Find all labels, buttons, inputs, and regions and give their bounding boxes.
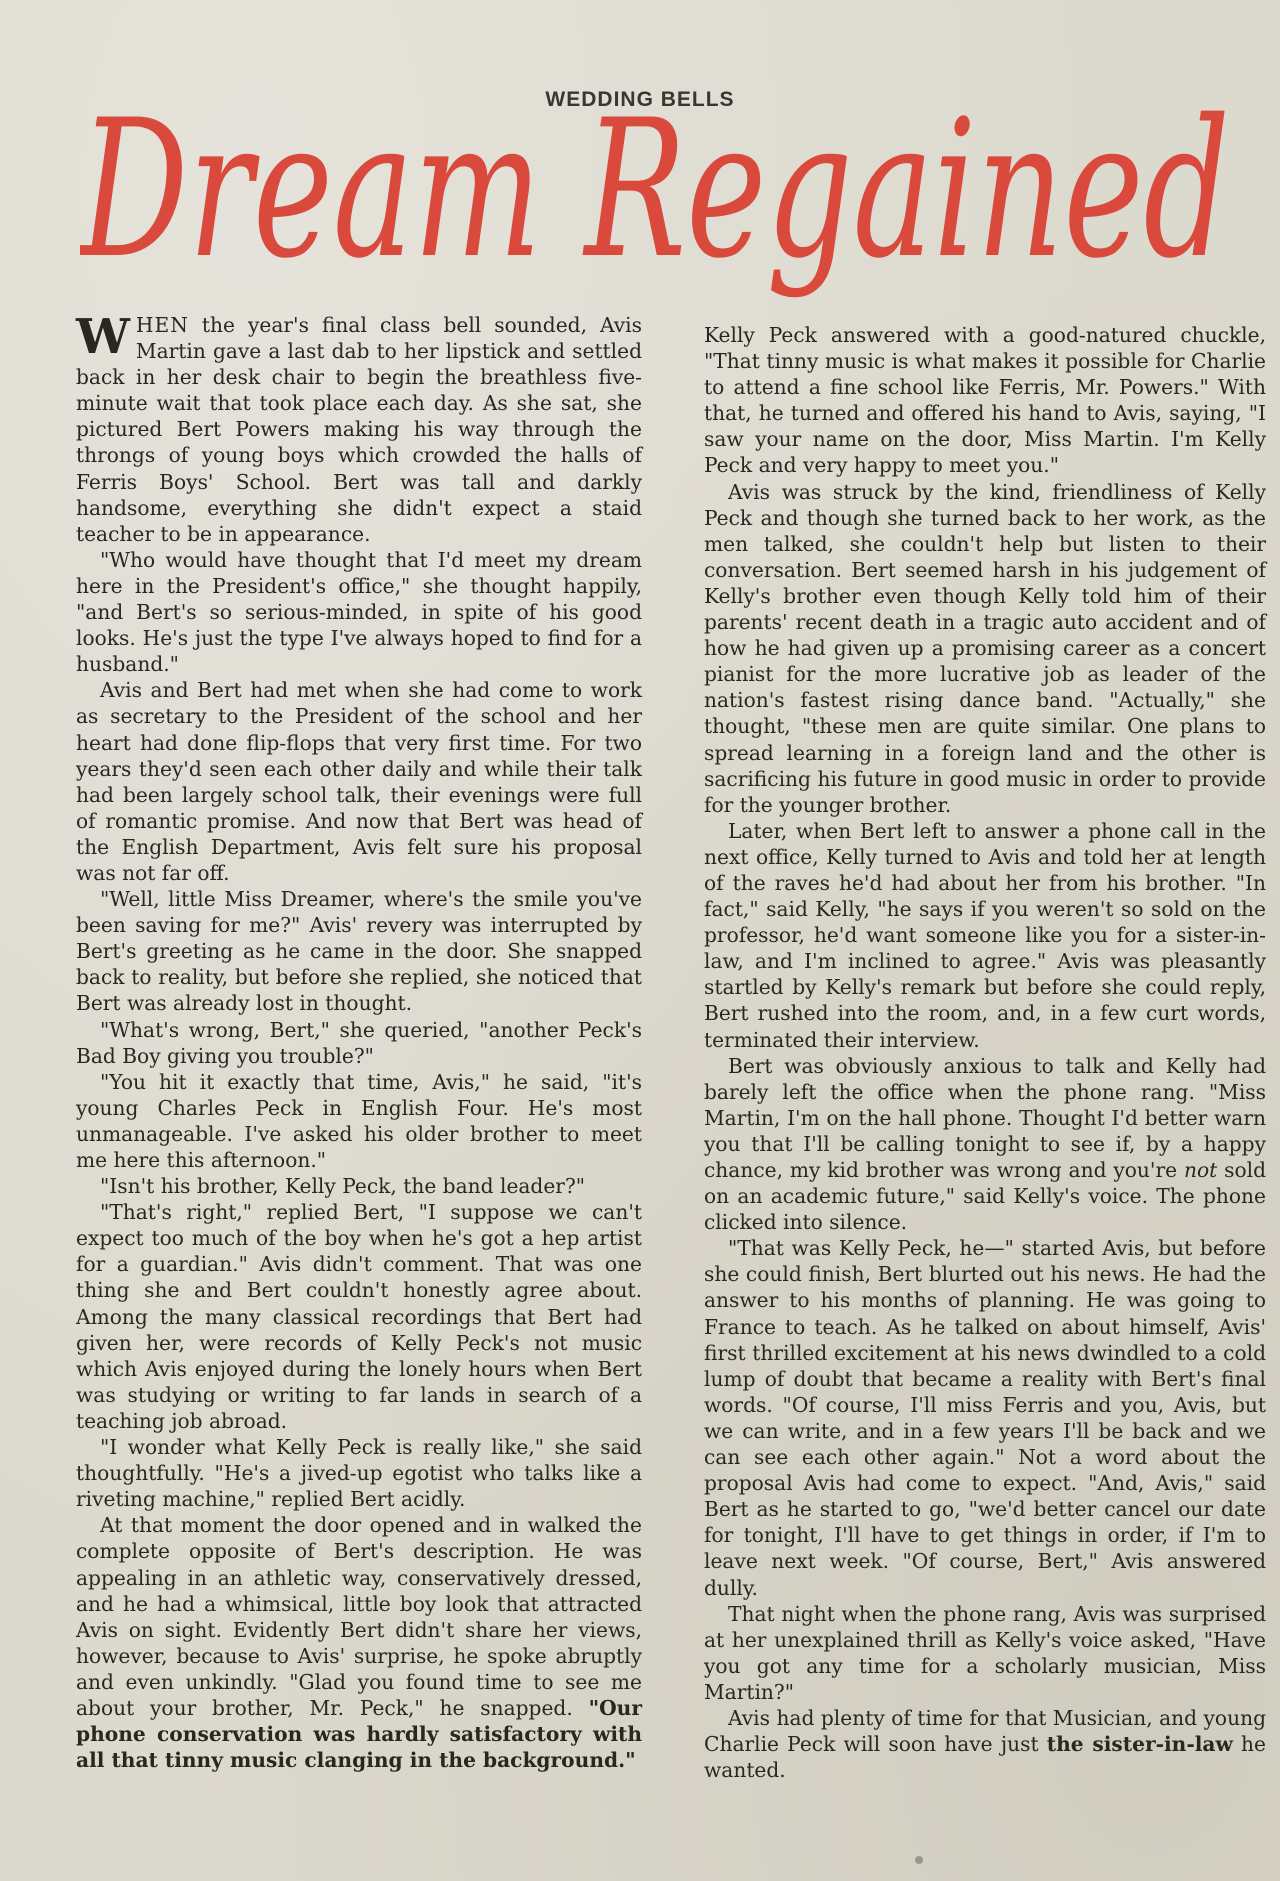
bold-text: the sister-in-law xyxy=(1046,1732,1233,1757)
running-head: WEDDING BELLS xyxy=(545,88,735,111)
lead-in: HEN xyxy=(135,313,189,337)
paragraph: "Isn't his brother, Kelly Peck, the band leader?" xyxy=(100,1174,586,1199)
paragraph: "Who would have thought that I'd meet my dream here in the President's office," she thought happily, "and Bert's so serious-minded, in spite of his good looks. He's just the type I've always hoped to find for a husband." xyxy=(76,547,642,677)
paragraph-text: At that moment the door opened and in walked the complete opposite of Bert's description. He was appealing in an athletic way, conservatively dressed, and he had a whimsical, little boy look that attracted Avis on sight. Evidently Bert didn't share her views, however, because to Avis' surprise, he spoke abruptly and even unkindly. "Glad you found time to see me about your brother, Mr. Peck," he snapped. xyxy=(76,1513,642,1720)
paragraph xyxy=(704,1053,1266,1236)
paragraph: That night when the phone rang, Avis was surprised at her unexplained thrill as Kelly's voice asked, "Have you got any time for a scholarly musician, Miss Martin?" xyxy=(704,1601,1266,1704)
page-mark xyxy=(915,1856,923,1864)
italic-text: not xyxy=(1183,1158,1218,1182)
paragraph: "I wonder what Kelly Peck is really like," she said thoughtfully. "He's a jived-up egotist who talks like a riveting machine," replied Bert acidly. xyxy=(76,1435,642,1512)
paragraph: Kelly Peck answered with a good-natured chuckle, "That tinny music is what makes it possible for Charlie to attend a fine school like Ferris, Mr. Powers." With that, he turned and offered his hand to Avis, saying, "I saw your name on the door, Miss Martin. I'm Kelly Peck and very happy to meet you." xyxy=(704,323,1266,478)
paragraph: "You hit it exactly that time, Avis," he said, "it's young Charles Peck in English Four. He's most unmanageable. I've asked his older brother to meet me here this afternoon." xyxy=(76,1069,642,1172)
left-column xyxy=(76,309,642,1773)
story-title xyxy=(80,100,1250,310)
paragraph-text: Bert was obviously anxious to talk and Kelly had barely left the office when the phone rang. "Miss Martin, I'm on the hall phone. Thought I'd better warn you that I'll be calling tonight to see if, by a happy chance, my kid brother was wrong and you're xyxy=(704,1053,1266,1182)
bold-text: "Our phone conservation was hardly satisfactory with all that tinny music clanging in the background." xyxy=(76,1695,642,1773)
paragraph: "Well, little Miss Dreamer, where's the smile you've been saving for me?" Avis' revery was interrupted by Bert's greeting as he came in the door. She snapped back to reality, but before she replied, she noticed that Bert was already lost in thought. xyxy=(76,887,642,1016)
paragraph: "That was Kelly Peck, he—" started Avis, but before she could finish, Bert blurted out his news. He had the answer to his months of planning. He was going to France to teach. As he talked on about himself, Avis' first thrilled excitement at his news dwindled to a cold lump of doubt that became a reality with Bert's final words. "Of course, I'll miss Ferris and you, Avis, but we can write, and in a few years I'll be back and we can see each other again." Not a word about the proposal Avis had come to expect. "And, Avis," said Bert as he started to go, "we'd better cancel our date for tonight, I'll have to get things in order, if I'm to leave next week. "Of course, Bert," Avis answered dully. xyxy=(704,1236,1266,1600)
paragraph: Later, when Bert left to answer a phone call in the next office, Kelly turned to Avis and told her at length of the raves he'd had about her from his brother. "In fact," said Kelly, "he says if you weren't so sold on the professor, he'd want someone like you for a sister-in-law, and I'm inclined to agree." Avis was pleasantly startled by Kelly's remark but before she could reply, Bert rushed into the room, and, in a few curt words, terminated their interview. xyxy=(704,818,1266,1052)
story-title-art xyxy=(80,100,1250,310)
paragraph: Avis was struck by the kind, friendliness of Kelly Peck and though she turned back to her work, as the men talked, she couldn't help but listen to their conversation. Bert seemed harsh in his judgement of Kelly's brother even though Kelly told him of their parents' recent death in a tragic auto accident and of how he had given up a promising career as a concert pianist for the more lucrative job as leader of the nation's fastest rising dance band. "Actually," she thought, "these men are quite similar. One plans to spread learning in a foreign land and the other is sacrificing his future in good music in order to provide for the younger brother. xyxy=(704,479,1266,817)
story-title-text: Dream Regained xyxy=(80,100,1231,300)
paragraph-text: the year's final class bell sounded, Avis Martin gave a last dab to her lipstick and settled back in her desk chair to begin the breathless five-minute wait that took place each day. As she sat, she pictured Bert Powers making his way through the throngs of young boys which crowded the halls of Ferris Boys' School. Bert was tall and darkly handsome, everything she didn't expect a staid teacher to be in appearance. xyxy=(76,313,642,546)
paragraph: "That's right," replied Bert, "I suppose we can't expect too much of the boy when he's got a hep artist for a guardian." Avis didn't comment. That was one thing she and Bert couldn't honestly agree about. Among the many classical recordings that Bert had given her, were records of Kelly Peck's not music which Avis enjoyed during the lonely hours when Bert was studying or writing to far lands in search of a teaching job abroad. xyxy=(76,1200,642,1433)
paragraph-text: sold on an academic future," said Kelly's voice. The phone clicked into silence. xyxy=(704,1158,1266,1235)
paragraph-text: he wanted. xyxy=(704,1732,1266,1783)
paragraph xyxy=(76,309,642,547)
drop-cap: W xyxy=(76,309,130,365)
paragraph xyxy=(76,1512,642,1773)
paragraph: "What's wrong, Bert," she queried, "another Peck's Bad Boy giving you trouble?" xyxy=(76,1017,642,1068)
paragraph-text: Avis had plenty of time for that Musician, and young Charlie Peck will soon have just xyxy=(704,1705,1266,1757)
paragraph xyxy=(704,1705,1266,1783)
paragraph: Avis and Bert had met when she had come to work as secretary to the President of the school and her heart had done flip-flops that very first time. For two years they'd seen each other daily and while their talk had been largely school talk, their evenings were full of romantic promise. And now that Bert was head of the English Department, Avis felt sure his proposal was not far off. xyxy=(76,678,642,885)
right-column xyxy=(704,322,1266,1783)
